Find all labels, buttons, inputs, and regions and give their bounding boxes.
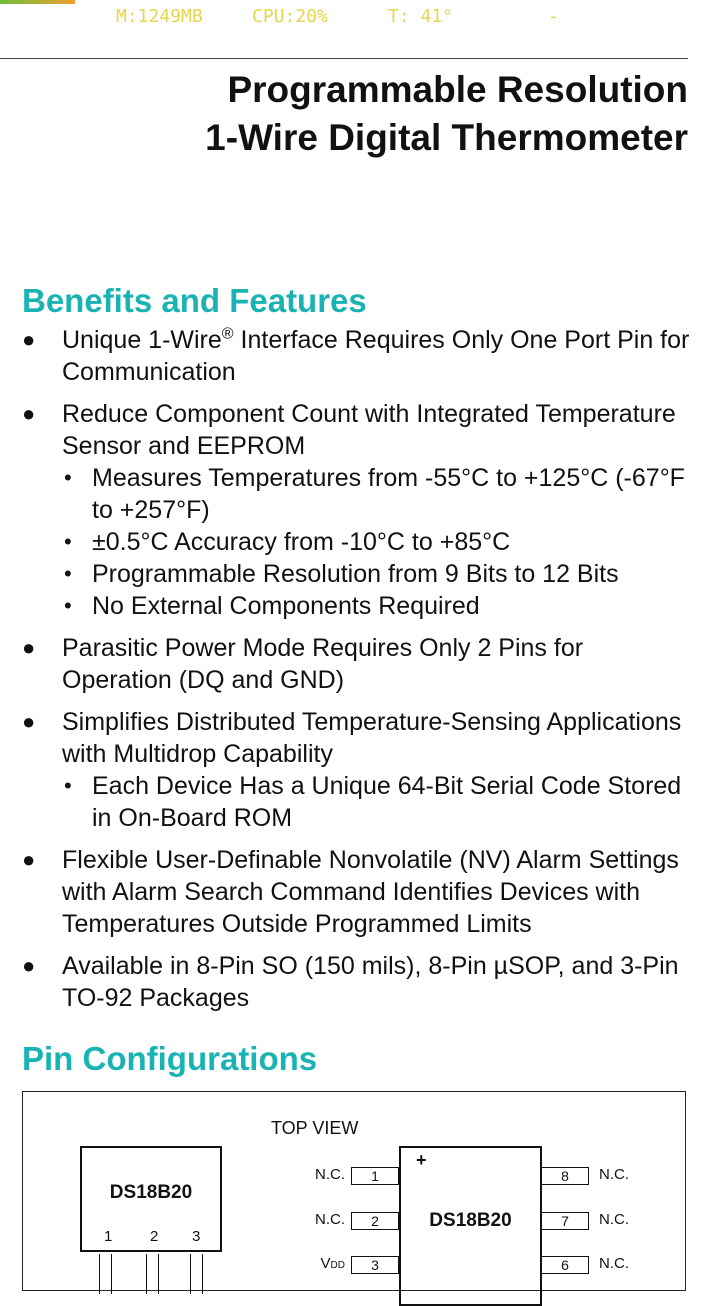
registered-mark: ®	[221, 325, 234, 343]
to92-lead	[158, 1254, 159, 1294]
feature-subitem	[62, 526, 692, 558]
benefits-heading: Benefits and Features	[22, 282, 367, 319]
bullet-icon: ●	[22, 327, 36, 352]
feature-item	[0, 324, 692, 388]
to92-pin-number: 3	[192, 1228, 201, 1245]
pin-number-box: 6	[541, 1256, 589, 1274]
bullet-icon: ●	[22, 847, 36, 872]
to92-lead	[146, 1254, 147, 1294]
so8-package	[399, 1146, 542, 1306]
feature-item	[0, 706, 692, 834]
to92-part-label: DS18B20	[109, 1182, 193, 1203]
pin-number-box: 2	[351, 1212, 399, 1230]
feature-text: Parasitic Power Mode Requires Only 2 Pins for Operation (DQ and GND)	[62, 634, 584, 694]
pin-configuration-diagram	[22, 1091, 686, 1291]
pin-name: N.C.	[599, 1211, 629, 1228]
feature-item	[0, 950, 692, 1014]
to92-lead	[111, 1254, 112, 1294]
feature-text: Available in 8-Pin SO (150 mils), 8-Pin µSOP, and 3-Pin TO-92 Packages	[62, 952, 679, 1012]
feature-subitem	[62, 462, 692, 526]
pin-name: N.C.	[315, 1211, 345, 1228]
sub-bullet-icon: •	[64, 465, 72, 490]
sub-bullet-icon: •	[64, 529, 72, 554]
pin1-marker: +	[416, 1150, 427, 1170]
pin-name: N.C.	[599, 1166, 629, 1183]
feature-text: Flexible User-Definable Nonvolatile (NV) Alarm Settings with Alarm Search Command Identifies Devices with Temperatures Outside Programmed Limits	[62, 846, 679, 938]
bullet-icon: ●	[22, 635, 36, 660]
cpu-readout: CPU:20%	[252, 6, 328, 27]
to92-lead	[202, 1254, 203, 1294]
pin-number-box: 8	[541, 1167, 589, 1185]
temperature-readout: T: 41°	[388, 6, 454, 27]
document-title	[205, 66, 688, 162]
status-bar	[0, 0, 720, 58]
pin-name: N.C.	[315, 1166, 345, 1183]
pin-number-box: 3	[351, 1256, 399, 1274]
feature-text: Reduce Component Count with Integrated Temperature Sensor and EEPROM	[62, 400, 676, 460]
features-list	[0, 324, 720, 1024]
bullet-icon: ●	[22, 401, 36, 426]
to92-lead	[99, 1254, 100, 1294]
status-accent-bar	[0, 0, 75, 4]
memory-readout: M:1249MB	[116, 6, 203, 27]
to92-package	[80, 1146, 222, 1252]
so8-part-label: DS18B20	[429, 1210, 512, 1231]
feature-item	[0, 398, 692, 622]
bullet-icon: ●	[22, 953, 36, 978]
pin-name: N.C.	[599, 1255, 629, 1272]
sub-bullet-icon: •	[64, 593, 72, 618]
vdd-main: V	[320, 1255, 331, 1272]
pin-number-box: 1	[351, 1167, 399, 1185]
feature-subitem	[62, 558, 692, 590]
vdd-subscript: DD	[330, 1260, 345, 1271]
top-view-label: TOP VIEW	[271, 1118, 359, 1138]
feature-subitem-text: Measures Temperatures from -55°C to +125°C (-67°F to +257°F)	[92, 464, 685, 524]
feature-subitem-text: Programmable Resolution from 9 Bits to 12 Bits	[92, 560, 619, 588]
to92-pin-number: 2	[150, 1228, 159, 1245]
to92-pin-number: 1	[104, 1228, 113, 1245]
pin-config-heading: Pin Configurations	[22, 1040, 318, 1077]
pin-number-box: 7	[541, 1212, 589, 1230]
to92-lead	[190, 1254, 191, 1294]
status-extra: -	[548, 6, 559, 27]
title-line-1: Programmable Resolution	[227, 69, 688, 110]
feature-subitem	[62, 770, 692, 834]
feature-text: Unique 1-Wire® Interface Requires Only One Port Pin for Communication	[62, 325, 690, 386]
feature-subitem-text: ±0.5°C Accuracy from -10°C to +85°C	[92, 528, 511, 556]
feature-item	[0, 632, 692, 696]
feature-subitem-text: No External Components Required	[92, 592, 480, 620]
feature-subitem-text: Each Device Has a Unique 64-Bit Serial Code Stored in On-Board ROM	[92, 772, 682, 832]
feature-text: Simplifies Distributed Temperature-Sensing Applications with Multidrop Capability	[62, 708, 682, 768]
sub-bullet-icon: •	[64, 561, 72, 586]
bullet-icon: ●	[22, 709, 36, 734]
title-line-2: 1-Wire Digital Thermometer	[205, 117, 688, 158]
feature-subitem	[62, 590, 692, 622]
pin-name-vdd	[285, 1255, 345, 1272]
sub-bullet-icon: •	[64, 773, 72, 798]
header-divider	[0, 58, 688, 59]
feature-item	[0, 844, 692, 940]
